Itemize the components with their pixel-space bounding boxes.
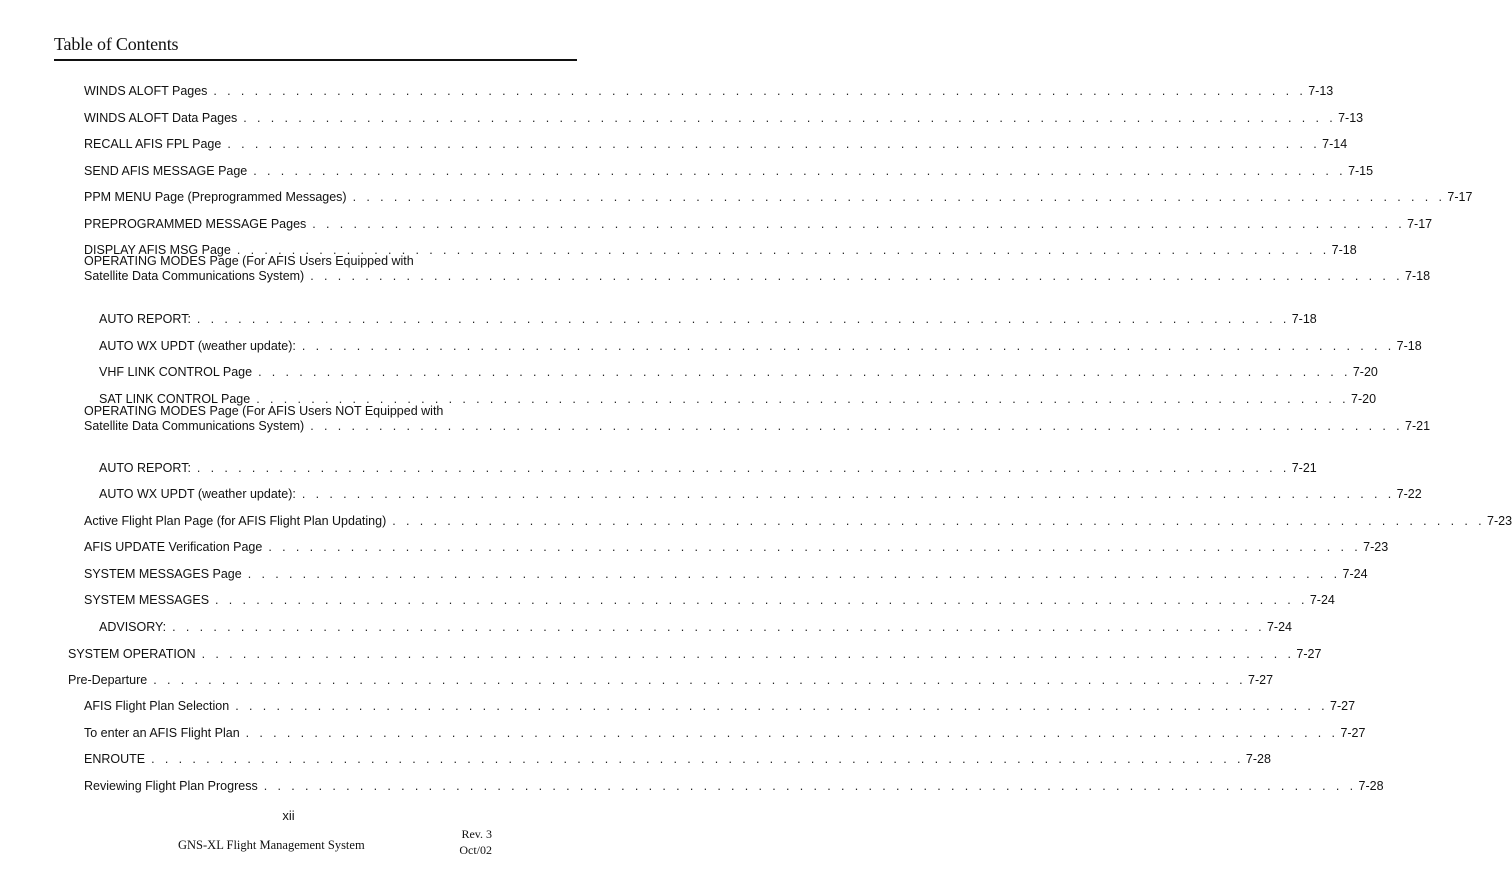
toc-entry-label: SYSTEM OPERATION — [68, 647, 196, 661]
toc-entry-label: WINDS ALOFT Pages — [84, 84, 208, 98]
toc-entry[interactable] — [84, 540, 1389, 555]
dot-leader: . . . . . . . . . . . . . . . . . . . . . . . . . . . . . . . . . . . . . . . . . . . . . . . . . . . . . . . . . . . . . . . . . . . . . . . . . . . . . . . . — [256, 392, 1350, 406]
toc-entry-page: 7-28 — [1358, 779, 1384, 793]
toc-entry-label: SYSTEM MESSAGES — [84, 593, 210, 607]
toc-entry-label: VHF LINK CONTROL Page — [99, 365, 253, 379]
toc-entry-label: Satellite Data Communications System) — [84, 419, 305, 433]
dot-leader: . . . . . . . . . . . . . . . . . . . . . . . . . . . . . . . . . . . . . . . . . . . . . . . . . . . . . . . . . . . . . . . . . . . . . . . . . . . . . . . . — [392, 514, 1486, 528]
toc-entry-label: SYSTEM MESSAGES Page — [84, 567, 242, 581]
toc-entry-page: 7-23 — [1487, 514, 1512, 528]
dot-leader: . . . . . . . . . . . . . . . . . . . . . . . . . . . . . . . . . . . . . . . . . . . . . . . . . . . . . . . . . . . . . . . . . . . . . . . . . . . . . . . . — [301, 487, 1395, 501]
toc-entry[interactable] — [84, 567, 1368, 582]
page-title: Table of Contents — [54, 34, 179, 54]
toc-entry-label: AUTO REPORT: — [99, 312, 191, 326]
toc-entry-label: SEND AFIS MESSAGE Page — [84, 164, 248, 178]
dot-leader: . . . . . . . . . . . . . . . . . . . . . . . . . . . . . . . . . . . . . . . . . . . . . . . . . . . . . . . . . . . . . . . . . . . . . . . . . . . . . . . . — [215, 593, 1308, 607]
dot-leader: . . . . . . . . . . . . . . . . . . . . . . . . . . . . . . . . . . . . . . . . . . . . . . . . . . . . . . . . . . . . . . . . . . . . . . . . . . . . . . . . — [263, 779, 1357, 793]
toc-entry[interactable] — [84, 111, 1364, 126]
dot-leader: . . . . . . . . . . . . . . . . . . . . . . . . . . . . . . . . . . . . . . . . . . . . . . . . . . . . . . . . . . . . . . . . . . . . . . . . . . . . . . . . — [196, 312, 1290, 326]
toc-entry[interactable] — [99, 487, 1422, 502]
dot-leader: . . . . . . . . . . . . . . . . . . . . . . . . . . . . . . . . . . . . . . . . . . . . . . . . . . . . . . . . . . . . . . . . . . . . . . . . . . . . . . . . — [236, 243, 1330, 257]
toc-entry-page: 7-18 — [1291, 312, 1317, 326]
dot-leader: . . . . . . . . . . . . . . . . . . . . . . . . . . . . . . . . . . . . . . . . . . . . . . . . . . . . . . . . . . . . . . . . . . . . . . . . . . . . . . . . — [352, 190, 1446, 204]
toc-entry-page: 7-18 — [1331, 243, 1357, 257]
toc-entry-label-line: OPERATING MODES Page (For AFIS Users Equipped with — [84, 254, 414, 268]
toc-entry-label: PREPROGRAMMED MESSAGE Pages — [84, 217, 307, 231]
toc-entry-page: 7-27 — [1296, 647, 1322, 661]
toc-entry[interactable] — [84, 217, 1433, 232]
toc-entry-page: 7-18 — [1405, 269, 1431, 283]
toc-entry-page: 7-24 — [1342, 567, 1368, 581]
toc-entry-label: Active Flight Plan Page (for AFIS Flight Plan Updating) — [84, 514, 387, 528]
toc-entry-label: AFIS UPDATE Verification Page — [84, 540, 263, 554]
dot-leader: . . . . . . . . . . . . . . . . . . . . . . . . . . . . . . . . . . . . . . . . . . . . . . . . . . . . . . . . . . . . . . . . . . . . . . . . . . . . . . . . — [213, 84, 1307, 98]
toc-entry-page: 7-27 — [1248, 673, 1274, 687]
toc-entry-label: To enter an AFIS Flight Plan — [84, 726, 240, 740]
dot-leader: . . . . . . . . . . . . . . . . . . . . . . . . . . . . . . . . . . . . . . . . . . . . . . . . . . . . . . . . . . . . . . . . . . . . . . . . . . . . . . . . — [196, 461, 1290, 475]
dot-leader: . . . . . . . . . . . . . . . . . . . . . . . . . . . . . . . . . . . . . . . . . . . . . . . . . . . . . . . . . . . . . . . . . . . . . . . . . . . . . . . . — [245, 726, 1339, 740]
header-rule — [54, 59, 577, 61]
dot-leader: . . . . . . . . . . . . . . . . . . . . . . . . . . . . . . . . . . . . . . . . . . . . . . . . . . . . . . . . . . . . . . . . . . . . . . . . . . . . . . . . — [253, 164, 1347, 178]
toc-entry[interactable] — [84, 404, 1431, 434]
toc-entry[interactable] — [84, 699, 1356, 714]
dot-leader: . . . . . . . . . . . . . . . . . . . . . . . . . . . . . . . . . . . . . . . . . . . . . . . . . . . . . . . . . . . . . . . . . . . . . . . . . . . . . . . . — [312, 217, 1406, 231]
toc-entry-label: AFIS Flight Plan Selection — [84, 699, 230, 713]
toc-entry-page: 7-24 — [1309, 593, 1335, 607]
toc-entry-page: 7-27 — [1340, 726, 1366, 740]
toc-entry-label: ADVISORY: — [99, 620, 167, 634]
product-name: GNS-XL Flight Management System — [178, 838, 365, 852]
toc-entry-page: 7-17 — [1407, 217, 1433, 231]
toc-entry[interactable] — [68, 673, 1274, 688]
toc-entry-page: 7-23 — [1363, 540, 1389, 554]
toc-entry-page: 7-14 — [1322, 137, 1348, 151]
toc-entry[interactable] — [84, 164, 1374, 179]
dot-leader: . . . . . . . . . . . . . . . . . . . . . . . . . . . . . . . . . . . . . . . . . . . . . . . . . . . . . . . . . . . . . . . . . . . . . . . . . . . . . . . . — [247, 567, 1341, 581]
toc-entry[interactable] — [84, 752, 1271, 767]
dot-leader: . . . . . . . . . . . . . . . . . . . . . . . . . . . . . . . . . . . . . . . . . . . . . . . . . . . . . . . . . . . . . . . . . . . . . . . . . . . . . . . . — [201, 647, 1295, 661]
dot-leader: . . . . . . . . . . . . . . . . . . . . . . . . . . . . . . . . . . . . . . . . . . . . . . . . . . . . . . . . . . . . . . . . . . . . . . . . . . . . . . . . — [235, 699, 1329, 713]
toc-entry-label: AUTO REPORT: — [99, 461, 191, 475]
dot-leader: . . . . . . . . . . . . . . . . . . . . . . . . . . . . . . . . . . . . . . . . . . . . . . . . . . . . . . . . . . . . . . . . . . . . . . . . . . . . . . . . — [268, 540, 1362, 554]
toc-entry[interactable] — [84, 84, 1334, 99]
toc-entry[interactable] — [99, 339, 1422, 354]
toc-entry-label: Satellite Data Communications System) — [84, 269, 305, 283]
toc-entry[interactable] — [68, 647, 1322, 662]
toc-entry-page: 7-17 — [1447, 190, 1473, 204]
toc-entry[interactable] — [84, 514, 1512, 529]
toc-entry-label: SAT LINK CONTROL Page — [99, 392, 251, 406]
toc-entry[interactable] — [99, 620, 1292, 635]
dot-leader: . . . . . . . . . . . . . . . . . . . . . . . . . . . . . . . . . . . . . . . . . . . . . . . . . . . . . . . . . . . . . . . . . . . . . . . . . . . . . . . . — [153, 673, 1246, 687]
dot-leader: . . . . . . . . . . . . . . . . . . . . . . . . . . . . . . . . . . . . . . . . . . . . . . . . . . . . . . . . . . . . . . . . . . . . . . . . . . . . . . . . — [310, 269, 1404, 283]
toc-entry-page: 7-13 — [1308, 84, 1334, 98]
dot-leader: . . . . . . . . . . . . . . . . . . . . . . . . . . . . . . . . . . . . . . . . . . . . . . . . . . . . . . . . . . . . . . . . . . . . . . . . . . . . . . . . — [151, 752, 1244, 766]
toc-entry-label: PPM MENU Page (Preprogrammed Messages) — [84, 190, 347, 204]
toc-entry-label-line: OPERATING MODES Page (For AFIS Users NOT Equipped with — [84, 404, 444, 418]
dot-leader: . . . . . . . . . . . . . . . . . . . . . . . . . . . . . . . . . . . . . . . . . . . . . . . . . . . . . . . . . . . . . . . . . . . . . . . . . . . . . . . . — [243, 111, 1337, 125]
toc-entry-page: 7-18 — [1396, 339, 1422, 353]
toc-entry-page: 7-27 — [1330, 699, 1356, 713]
revision-label: Rev. 3 — [461, 827, 492, 841]
toc-entry[interactable] — [84, 726, 1366, 741]
toc-entry-page: 7-20 — [1351, 392, 1377, 406]
toc-entry-label: Pre-Departure — [68, 673, 148, 687]
toc-entry-label: WINDS ALOFT Data Pages — [84, 111, 238, 125]
toc-entry-page: 7-21 — [1291, 461, 1317, 475]
dot-leader: . . . . . . . . . . . . . . . . . . . . . . . . . . . . . . . . . . . . . . . . . . . . . . . . . . . . . . . . . . . . . . . . . . . . . . . . . . . . . . . . — [227, 137, 1321, 151]
toc-entry-page: 7-28 — [1245, 752, 1271, 766]
toc-entry-page: 7-13 — [1338, 111, 1364, 125]
toc-entry[interactable] — [99, 461, 1317, 476]
dot-leader: . . . . . . . . . . . . . . . . . . . . . . . . . . . . . . . . . . . . . . . . . . . . . . . . . . . . . . . . . . . . . . . . . . . . . . . . . . . . . . . . — [301, 339, 1395, 353]
revision-date: Oct/02 — [459, 843, 492, 857]
toc-entry-page: 7-22 — [1396, 487, 1422, 501]
toc-entry-page: 7-20 — [1352, 365, 1378, 379]
toc-entry[interactable] — [84, 593, 1335, 608]
dot-leader: . . . . . . . . . . . . . . . . . . . . . . . . . . . . . . . . . . . . . . . . . . . . . . . . . . . . . . . . . . . . . . . . . . . . . . . . . . . . . . . . — [172, 620, 1265, 634]
dot-leader: . . . . . . . . . . . . . . . . . . . . . . . . . . . . . . . . . . . . . . . . . . . . . . . . . . . . . . . . . . . . . . . . . . . . . . . . . . . . . . . . — [310, 419, 1404, 433]
dot-leader: . . . . . . . . . . . . . . . . . . . . . . . . . . . . . . . . . . . . . . . . . . . . . . . . . . . . . . . . . . . . . . . . . . . . . . . . . . . . . . . . — [258, 365, 1351, 379]
toc-entry-label: Reviewing Flight Plan Progress — [84, 779, 258, 793]
toc-entry[interactable] — [99, 365, 1378, 380]
toc-entry[interactable] — [84, 190, 1473, 205]
toc-entry-label: ENROUTE — [84, 752, 146, 766]
page-number: xii — [282, 808, 295, 823]
toc-entry[interactable] — [84, 137, 1348, 152]
toc-entry-page: 7-24 — [1266, 620, 1292, 634]
toc-entry[interactable] — [99, 312, 1317, 327]
toc-entry-label: AUTO WX UPDT (weather update): — [99, 487, 296, 501]
toc-entry-label: AUTO WX UPDT (weather update): — [99, 339, 296, 353]
toc-entry[interactable] — [84, 779, 1384, 794]
toc-entry-label: DISPLAY AFIS MSG Page — [84, 243, 231, 257]
toc-entry-page: 7-21 — [1405, 419, 1431, 433]
toc-entry[interactable] — [84, 254, 1431, 284]
toc-entry-page: 7-15 — [1348, 164, 1374, 178]
toc-entry-label: RECALL AFIS FPL Page — [84, 137, 222, 151]
revision-block — [459, 826, 492, 858]
